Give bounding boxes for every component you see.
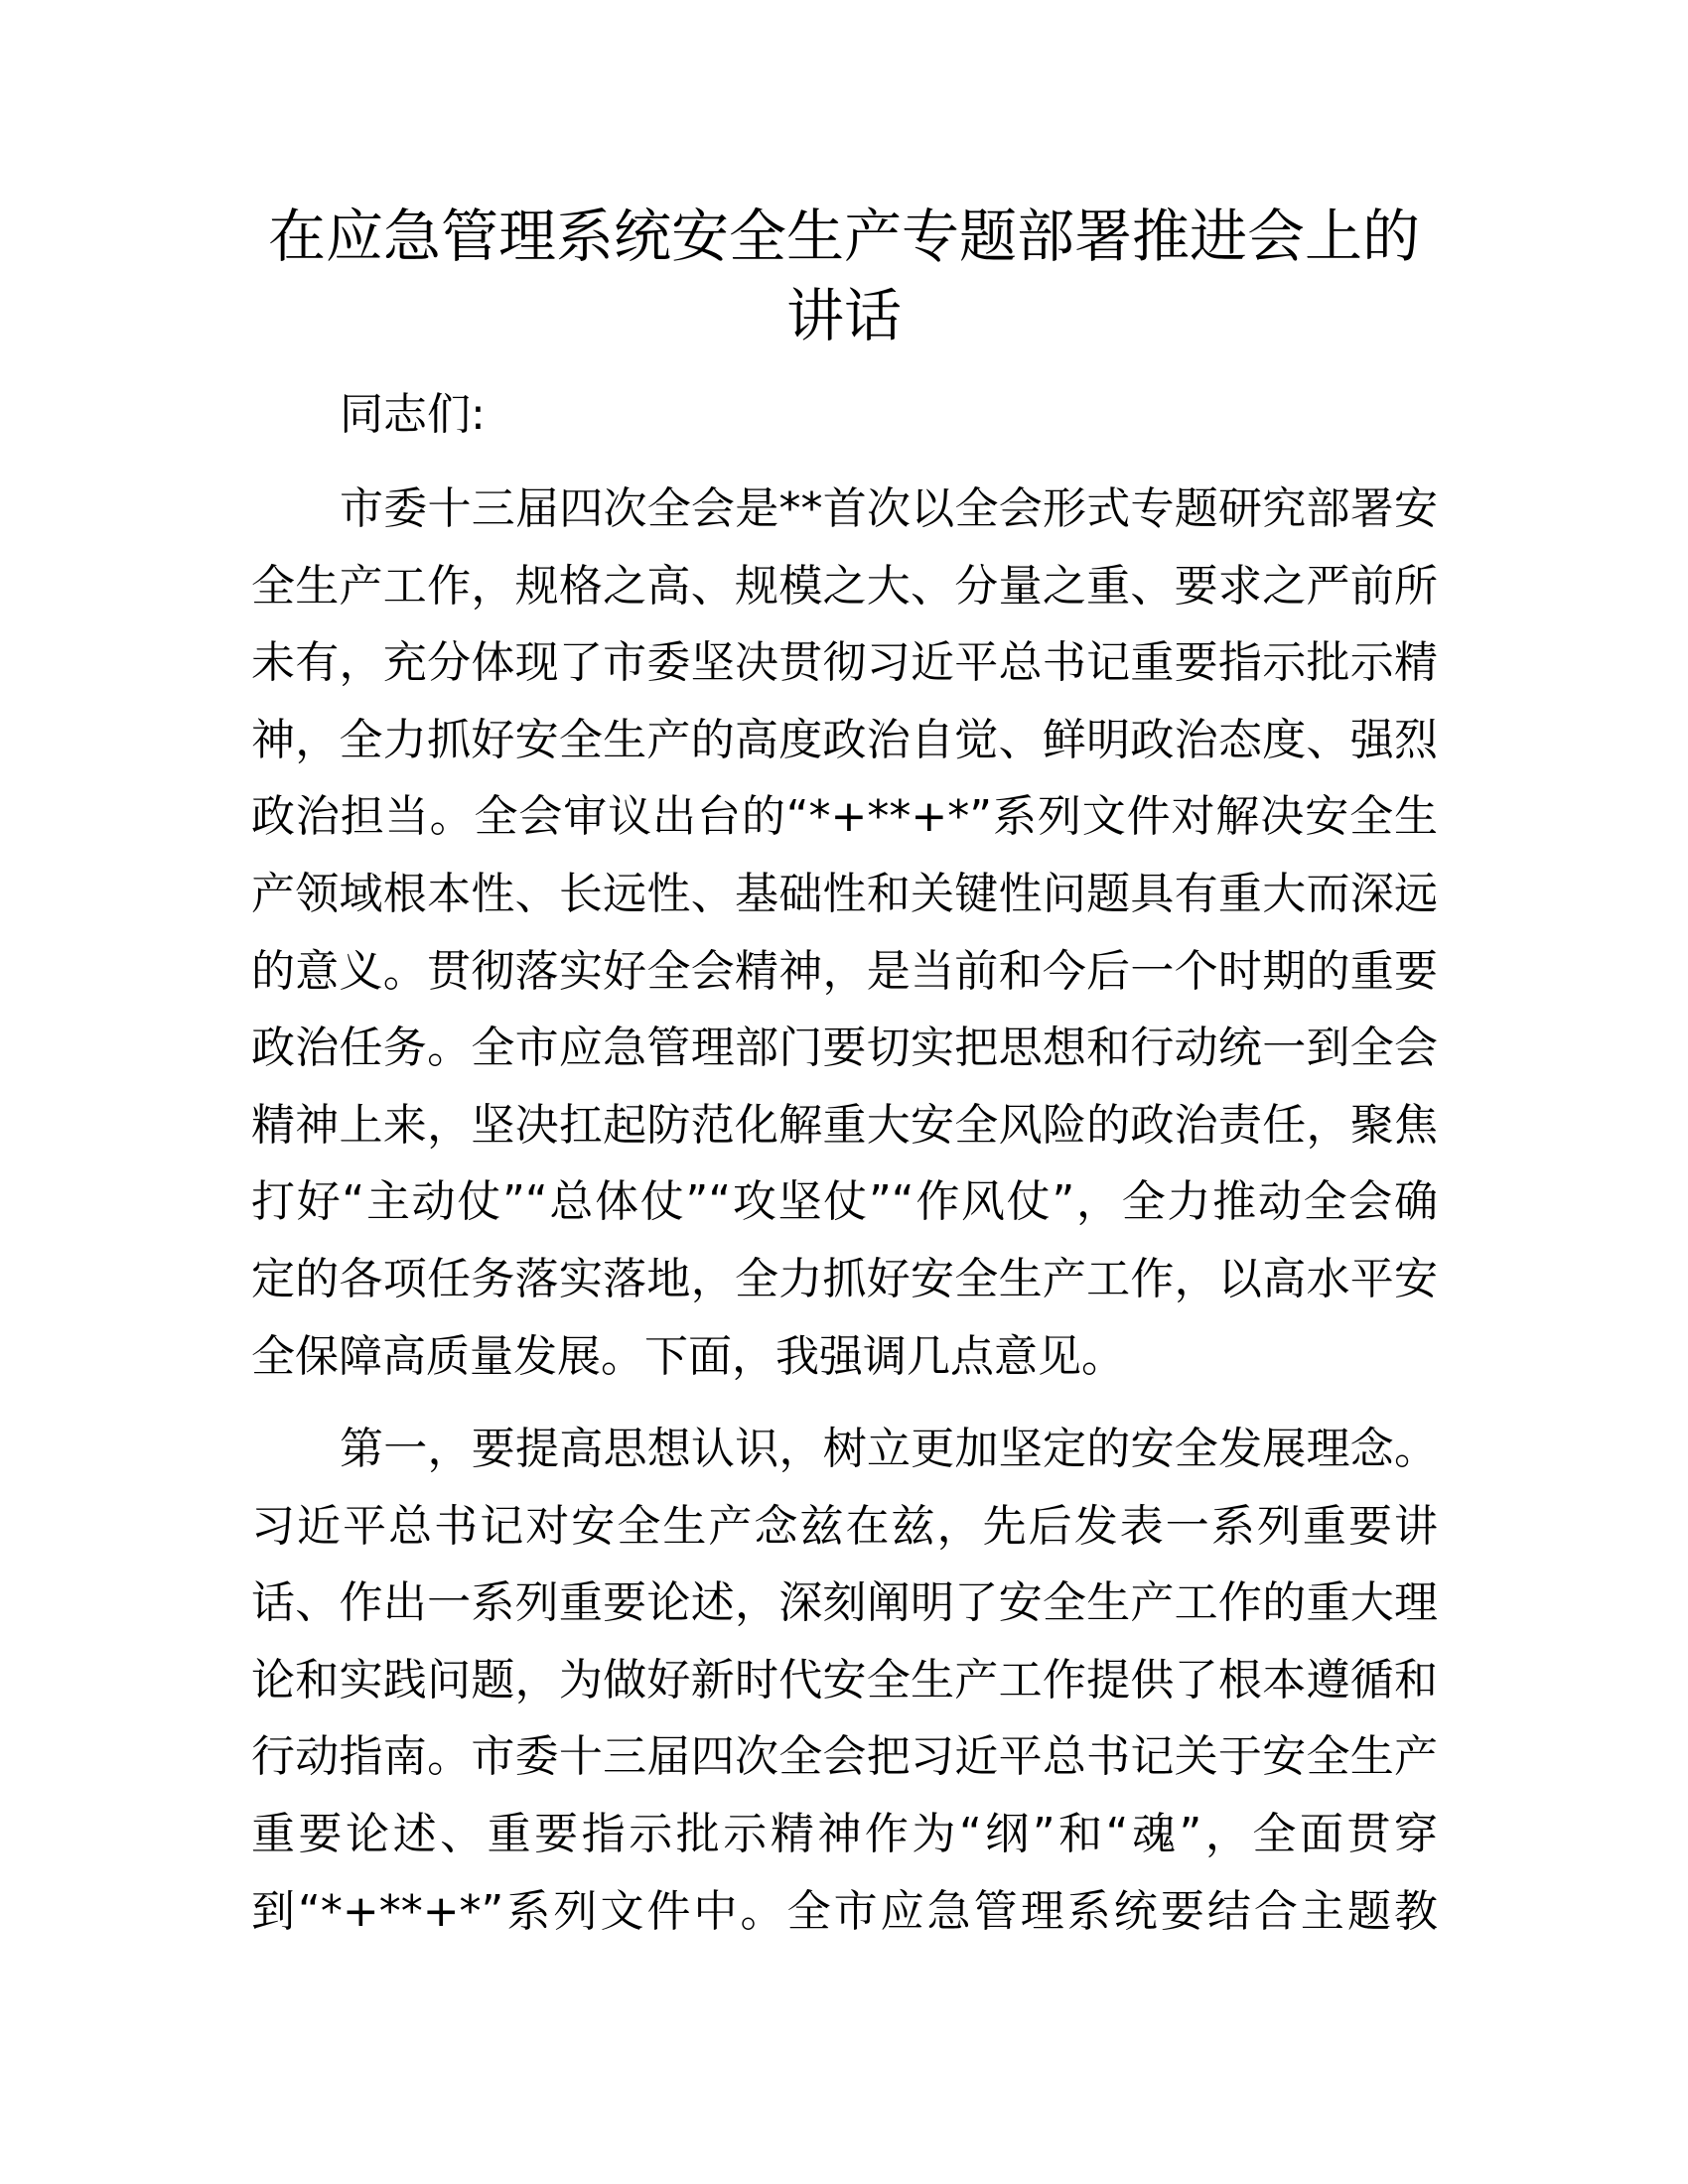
- paragraph-line: 未有，充分体现了市委坚决贯彻习近平总书记重要指示批示精: [251, 637, 1438, 688]
- paragraph-line: 论和实践问题，为做好新时代安全生产工作提供了根本遵循和: [251, 1655, 1438, 1706]
- paragraph-line: 全保障高质量发展。下面，我强调几点意见。: [251, 1331, 1125, 1382]
- title-line-1: 在应急管理系统安全生产专题部署推进会上的: [267, 203, 1420, 270]
- document-title: [0, 197, 1688, 355]
- paragraph-line: 精神上来，坚决扛起防范化解重大安全风险的政治责任，聚焦: [251, 1100, 1438, 1151]
- paragraph-line: 政治担当。全会审议出台的“*+**+*”系列文件对解决安全生: [251, 791, 1438, 842]
- title-line-2: 讲话: [785, 282, 902, 349]
- paragraph-line: 产领域根本性、长远性、基础性和关键性问题具有重大而深远: [251, 869, 1438, 919]
- paragraph-line: 市委十三届四次全会是**首次以全会形式专题研究部署安: [340, 483, 1438, 534]
- paragraph-line: 的意义。贯彻落实好全会精神，是当前和今后一个时期的重要: [251, 946, 1438, 997]
- paragraph-line: 全生产工作，规格之高、规模之大、分量之重、要求之严前所: [251, 561, 1438, 612]
- paragraph-line: 行动指南。市委十三届四次全会把习近平总书记关于安全生产: [251, 1731, 1438, 1782]
- paragraph-line: 第一，要提高思想认识，树立更加坚定的安全发展理念。: [340, 1424, 1438, 1474]
- paragraph-line: 政治任务。全市应急管理部门要切实把思想和行动统一到全会: [251, 1023, 1438, 1073]
- paragraph-line: 重要论述、重要指示批示精神作为“纲”和“魂”，全面贯穿: [251, 1809, 1438, 1859]
- paragraph-line: 话、作出一系列重要论述，深刻阐明了安全生产工作的重大理: [251, 1577, 1438, 1628]
- paragraph-line: 定的各项任务落实落地，全力抓好安全生产工作，以高水平安: [251, 1254, 1438, 1304]
- paragraph-line: 到“*+**+*”系列文件中。全市应急管理系统要结合主题教: [251, 1886, 1438, 1937]
- paragraph-line: 习近平总书记对安全生产念兹在兹，先后发表一系列重要讲: [251, 1501, 1438, 1552]
- paragraph-line: 神，全力抓好安全生产的高度政治自觉、鲜明政治态度、强烈: [251, 715, 1438, 765]
- salutation: 同志们:: [340, 389, 486, 440]
- paragraph-line: 打好“主动仗”“总体仗”“攻坚仗”“作风仗”，全力推动全会确: [251, 1176, 1438, 1227]
